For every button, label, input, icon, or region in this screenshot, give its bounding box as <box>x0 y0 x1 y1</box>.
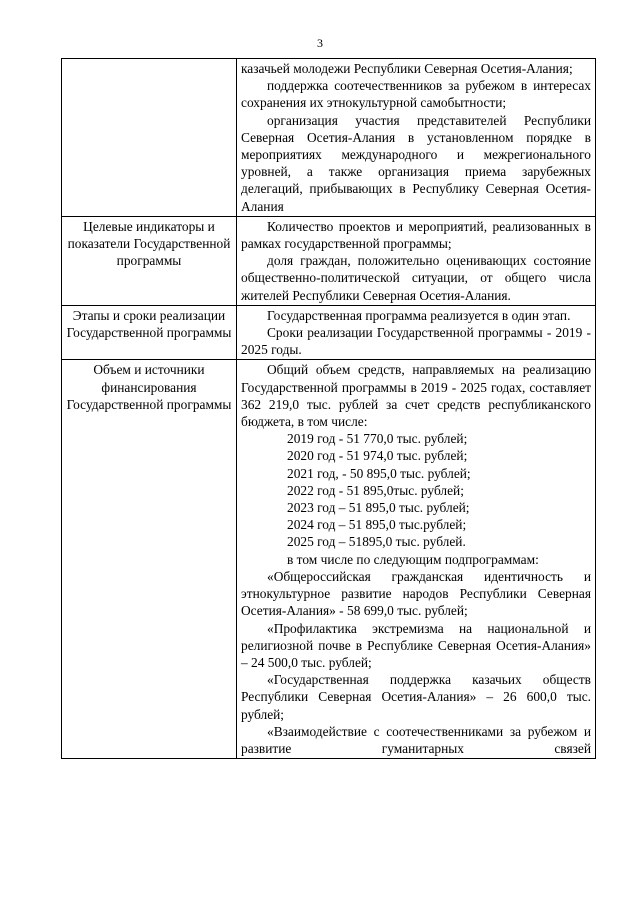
paragraph: Сроки реализации Государственной программы - 2019 - 2025 годы. <box>241 325 591 358</box>
subprogram-item: «Взаимодействие с соотечественниками за рубежом и развитие гуманитарных связей <box>241 723 591 756</box>
row-content-indicators <box>237 216 596 305</box>
subprograms-intro: в том числе по следующим подпрограммам: <box>287 551 539 567</box>
paragraph: Количество проектов и мероприятий, реализованных в рамках государственной программы; <box>241 218 591 252</box>
table-row-continuation <box>62 59 596 217</box>
paragraph: поддержка соотечественников за рубежом в интересах сохранения их этнокультурной самобытности; <box>241 78 591 111</box>
year-amount: 2023 год – 51 895,0 тыс. рублей; <box>287 500 470 516</box>
row-label-stages: Этапы и сроки реализации Государственной программы <box>62 305 237 360</box>
year-amount: 2025 год – 51895,0 тыс. рублей. <box>287 534 466 550</box>
subprogram-item: «Государственная поддержка казачьих обществ Республики Северная Осетия-Алания» – 26 600,0 тыс. рублей; <box>241 672 591 722</box>
subprogram-item: «Общероссийская гражданская идентичность и этнокультурное развитие народов Республики Северная Осетия-Алания» - 58 699,0 тыс. рублей; <box>241 568 591 619</box>
row-content-stages <box>237 305 596 360</box>
year-amount: 2019 год - 51 770,0 тыс. рублей; <box>287 431 468 447</box>
table-row-financing <box>62 360 596 759</box>
row-label-indicators: Целевые индикаторы и показатели Государственной программы <box>62 216 237 305</box>
row-label-empty <box>62 59 237 217</box>
paragraph: организация участия представителей Республики Северная Осетия-Алания в установленном порядке в мероприятиях международного и межрегионального уровней, а также организация приема зарубежных делегаций, прибывающих в Республику Северная Осетия-Алания <box>241 112 591 214</box>
table-row-stages <box>62 305 596 360</box>
row-content-financing <box>237 360 596 759</box>
program-passport-table <box>61 58 596 759</box>
subprogram-item: «Профилактика экстремизма на национальной и религиозной почве в Республике Северная Осетия-Алания» – 24 500,0 тыс. рублей; <box>241 620 591 670</box>
paragraph: доля граждан, положительно оценивающих состояние общественно-политической ситуации, от общего числа жителей Республики Северная Осетия-Алания. <box>241 253 591 303</box>
year-amount: 2024 год – 51 895,0 тыс.рублей; <box>287 517 467 533</box>
paragraph: Общий объем средств, направляемых на реализацию Государственной программы в 2019 - 2025 годах, составляет 362 219,0 тыс. рублей за счет средств республиканского бюджета, в том числе: <box>241 362 591 430</box>
paragraph: казачьей молодежи Республики Северная Осетия-Алания; <box>241 61 573 76</box>
page-number: 3 <box>317 36 323 50</box>
row-content-tasks <box>237 59 596 217</box>
paragraph: Государственная программа реализуется в один этап. <box>267 307 571 323</box>
table-row-indicators <box>62 216 596 305</box>
row-label-financing: Объем и источники финансирования Государственной программы <box>62 360 237 759</box>
year-amount: 2020 год - 51 974,0 тыс. рублей; <box>287 448 468 464</box>
year-amount: 2022 год - 51 895,0тыс. рублей; <box>287 482 464 498</box>
year-amount: 2021 год, - 50 895,0 тыс. рублей; <box>287 465 471 481</box>
